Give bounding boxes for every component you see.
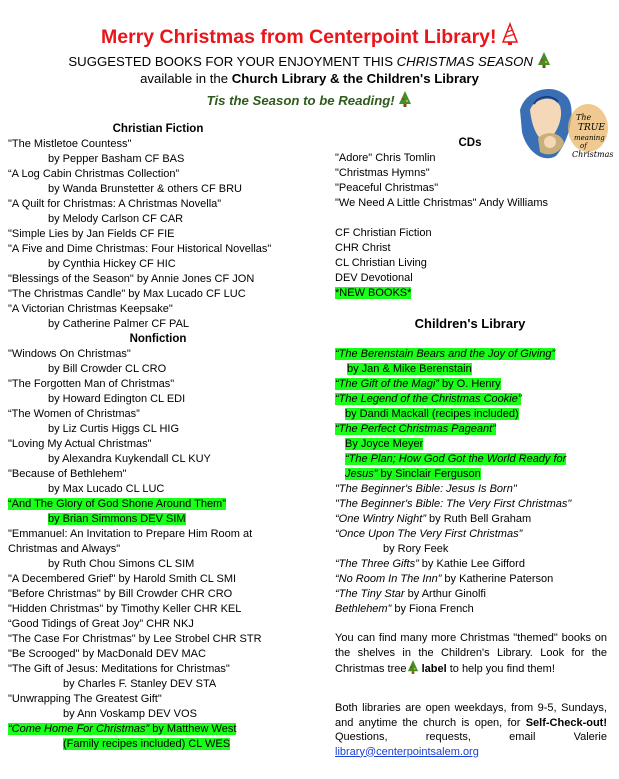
list-item [335,512,610,527]
christmas-tree-icon [407,660,419,674]
library-names: Church Library & the Children's Library [231,71,479,86]
left-column [8,122,308,752]
info-paragraph-hours [335,701,607,759]
list-item: "A Victorian Christmas Keepsake" [8,303,173,315]
spacer [335,211,605,226]
email-link[interactable]: library@centerpointsalem.org [335,745,479,758]
list-item-new [335,437,610,452]
cds-section [335,136,605,301]
book-title: “The Three Gifts” [335,558,419,570]
section-heading-nonfiction: Nonfiction [129,333,187,345]
legend-item: DEV Devotional [335,272,413,284]
new-book-author: by Matthew West [149,723,237,735]
list-item: by Charles F. Stanley DEV STA [63,678,217,690]
legend-item: CL Christian Living [335,257,427,269]
list-item-new [335,392,610,407]
art-text-christmas: Christmas [572,150,614,159]
list-item: by Howard Edington CL EDI [48,393,186,405]
list-item-new [8,722,308,737]
list-item: by Melody Carlson CF CAR [48,213,184,225]
list-item-new [335,347,610,362]
new-book-author: By Joyce Meyer [345,438,424,450]
legend-item: CHR Christ [335,242,391,254]
list-item: "Windows On Christmas" [8,348,131,360]
section-heading-children: Children's Library [414,316,526,331]
new-book-author: by Jan & Mike Berenstain [347,363,472,375]
info-text: to help you find them! [446,663,555,675]
list-item: "The Beginner's Bible: Jesus Is Born" [335,483,517,495]
children-list [335,347,610,617]
new-book-title: “The Gift of the Magi” [335,378,439,390]
book-author: by Kathie Lee Gifford [418,558,525,570]
hours-text: Both libraries are open weekdays, from 9-5, Sundays, and anytime the church is open, for [335,702,607,729]
legend-new-books [335,286,605,301]
list-item-new [8,737,308,752]
book-title: “One Wintry Night” [335,513,426,525]
list-item: by Pepper Basham CF BAS [48,153,185,165]
art-text-the: The [576,113,592,122]
list-item: "Because of Bethlehem" [8,468,127,480]
title-text: Merry Christmas from Centerpoint Library! [101,26,497,48]
book-author: by Fiona French [391,603,474,615]
list-item: "Christmas Hymns" [335,167,430,179]
new-book-title: Jesus” [345,468,378,480]
book-title: “The Tiny Star [335,588,405,600]
label-word: label [418,663,447,675]
new-book-title: “The Perfect Christmas Pageant” [335,423,496,435]
new-book-author: by Dandi Mackall (recipes included) [345,408,519,420]
list-item-new [8,512,308,527]
new-books-label: *NEW BOOKS* [335,287,412,299]
new-book-title: “The Plan; How God Got the World Ready for [345,453,567,465]
subtitle-prefix: SUGGESTED BOOKS FOR YOUR ENJOYMENT THIS [68,54,397,69]
new-book-title: “And The Glory of God Shone Around Them” [8,498,226,510]
new-book-author: by O. Henry [438,378,501,390]
book-title: Bethlehem” [335,603,392,615]
list-item: “A Log Cabin Christmas Collection” [8,168,180,180]
list-item-new [8,497,308,512]
list-item: "Blessings of the Season" by Annie Jones CF JON [8,273,255,285]
list-item [335,587,610,602]
new-book-title: “The Legend of the Christmas Cookie” [335,393,522,405]
new-book-author: by Sinclair Ferguson [377,468,481,480]
art-text-meaning: meaning [574,134,605,142]
list-item: "Loving My Actual Christmas" [8,438,152,450]
book-author: by Ruth Bell Graham [425,513,532,525]
new-book-note: (Family recipes included) CL WES [63,738,231,750]
list-item-new [335,422,610,437]
list-item: “Once Upon The Very First Christmas” [335,528,523,540]
new-book-title: “The Berenstain Bears and the Joy of Giving” [335,348,556,360]
page-title [0,23,619,49]
list-item-new [335,407,610,422]
art-text-true: TRUE [578,123,605,133]
list-item [335,557,610,572]
christmas-tree-icon [398,91,412,107]
subtitle-emphasis: CHRISTMAS SEASON [396,54,533,69]
list-item: "Simple Lies by Jan Fields CF FIE [8,228,175,240]
tagline-text: Tis the Season to be Reading! [206,93,395,108]
section-heading-cds: CDs [458,137,482,149]
list-item: "The Gift of Jesus: Meditations for Christmas" [8,663,230,675]
list-item: "A Quilt for Christmas: A Christmas Novella" [8,198,222,210]
art-text-of: of [580,142,587,150]
self-checkout-label: Self-Check-out! [525,716,607,729]
list-item: by Bill Crowder CL CRO [48,363,167,375]
section-heading-fiction: Christian Fiction [112,123,204,135]
book-title: “No Room In The Inn” [335,573,442,585]
list-item: "Emmanuel: An Invitation to Prepare Him Room at [8,528,253,540]
list-item: "The Forgotten Man of Christmas" [8,378,175,390]
list-item-new [335,452,610,467]
list-item: “The Women of Christmas” [8,408,140,420]
new-book-title: “Come Home For Christmas” [8,723,150,735]
list-item: "A Five and Dime Christmas: Four Historical Novellas" [8,243,272,255]
list-item: "The Mistletoe Countess" [8,138,132,150]
book-author: by Katherine Paterson [441,573,554,585]
list-item: by Alexandra Kuykendall CL KUY [48,453,211,465]
list-item-new [335,377,610,392]
list-item: "Adore" Chris Tomlin [335,152,436,164]
list-item: "The Case For Christmas" by Lee Strobel CHR STR [8,633,262,645]
list-item-new [335,467,610,482]
list-item: "Unwrapping The Greatest Gift" [8,693,162,705]
list-item: "Hidden Christmas" by Timothy Keller CHR KEL [8,603,242,615]
list-item: by Cynthia Hickey CF HIC [48,258,176,270]
list-item: by Liz Curtis Higgs CL HIG [48,423,180,435]
availability-prefix: available in the [140,71,232,86]
list-item: "The Christmas Candle" by Max Lucado CF LUC [8,288,246,300]
book-author: by Arthur Ginolfi [404,588,486,600]
list-item: "The Beginner's Bible: The Very First Christmas" [335,498,572,510]
list-item-new [335,362,610,377]
new-book-author: by Brian Simmons DEV SIM [48,513,186,525]
list-item: "Before Christmas" by Bill Crowder CHR CRO [8,588,233,600]
contact-text: Questions, requests, email Valerie [335,731,607,743]
list-item: "Peaceful Christmas" [335,182,439,194]
info-paragraph-themed-books [335,631,607,677]
list-item [335,572,610,587]
list-item: by Max Lucado CL LUC [48,483,165,495]
subtitle [0,52,619,69]
list-item: "Be Scrooged" by MacDonald DEV MAC [8,648,206,660]
list-item: by Ann Voskamp DEV VOS [63,708,197,720]
list-item: by Wanda Brunstetter & others CF BRU [48,183,242,195]
list-item: by Rory Feek [383,543,449,555]
list-item: "A Decembered Grief" by Harold Smith CL SMI [8,573,237,585]
list-item: by Catherine Palmer CF PAL [48,318,190,330]
info-text: You can find many more Christmas "themed" books on the shelves in the Children's Library. Look for the Christmas tree [335,632,607,675]
christmas-tree-icon [502,23,518,45]
legend-item: CF Christian Fiction [335,227,432,239]
list-item: “Good Tidings of Great Joy” CHR NKJ [8,618,194,630]
list-item: Christmas and Always" [8,543,121,555]
list-item: by Ruth Chou Simons CL SIM [48,558,195,570]
list-item [335,602,610,617]
christmas-tree-icon [537,52,551,68]
list-item: "We Need A Little Christmas" Andy Williams [335,197,549,209]
